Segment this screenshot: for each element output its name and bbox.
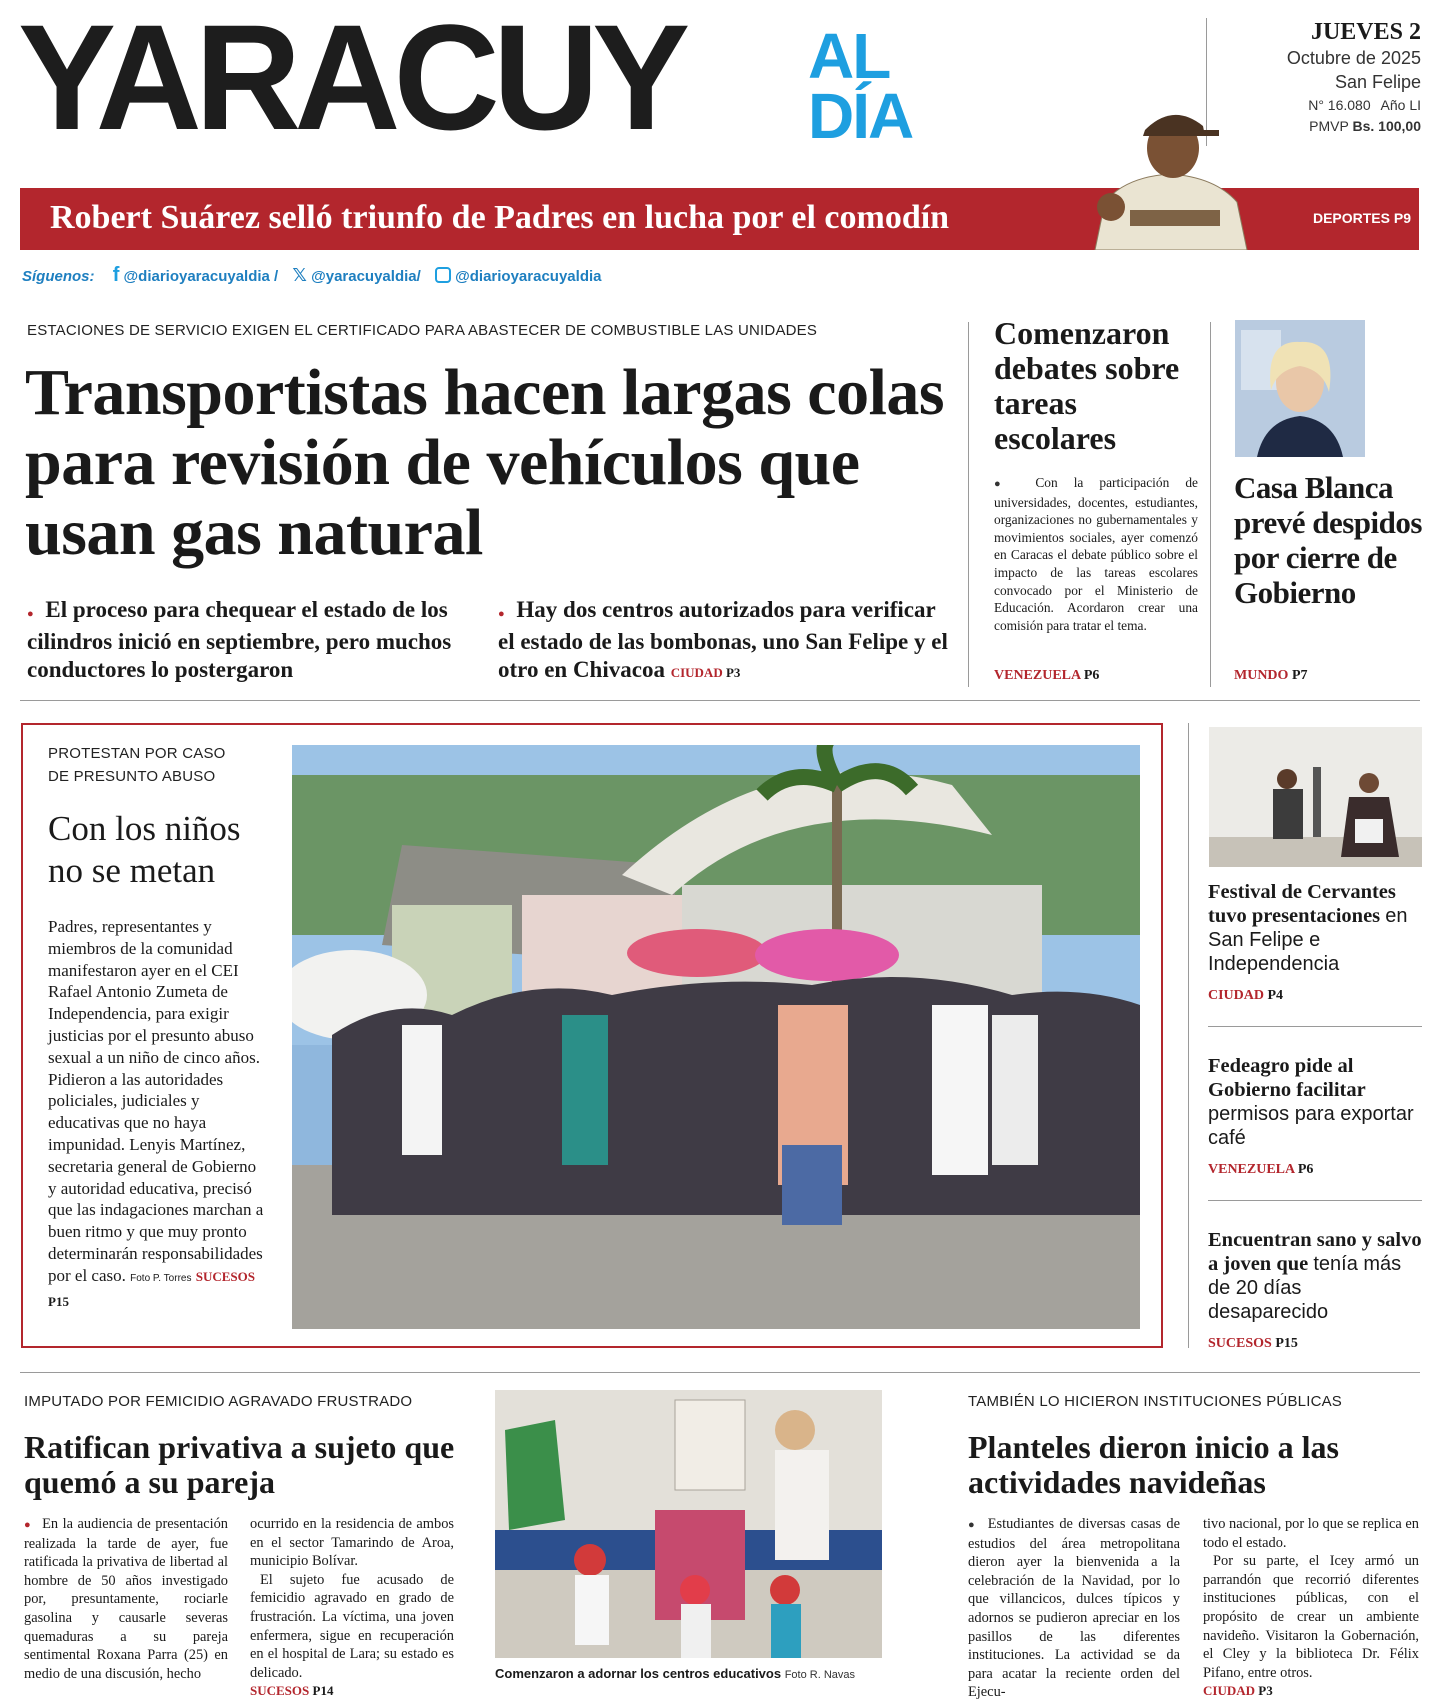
sidebar-divider-1	[1208, 1026, 1422, 1027]
femicidio-kicker: IMPUTADO POR FEMICIDIO AGRAVADO FRUSTRADO	[24, 1393, 413, 1410]
instagram-link[interactable]: @diarioyaracuyaldia	[455, 268, 602, 285]
protest-photo[interactable]	[292, 745, 1140, 1329]
social-label: Síguenos:	[22, 268, 95, 285]
navidad-section[interactable]: CIUDAD	[1203, 1683, 1255, 1699]
masthead-logo	[18, 0, 1048, 161]
sidebar-item-2[interactable]: Encuentran sano y salvo a joven que tenía más de 20 días desaparecido	[1208, 1229, 1422, 1323]
divider-sidebar	[1188, 723, 1189, 1348]
casablanca-ref[interactable]: MUNDO P7	[1234, 668, 1308, 683]
sidebar-item-0[interactable]: Festival de Cervantes tuvo presentaciones en San Felipe e Independencia	[1208, 881, 1408, 975]
instagram-icon	[435, 267, 451, 283]
facebook-link[interactable]: @diarioyaracuyaldia /	[123, 268, 279, 285]
protest-section[interactable]: SUCESOS	[195, 1268, 255, 1284]
protest-credit: Foto P. Torres	[130, 1272, 192, 1284]
brand-dia: DÍA	[808, 80, 913, 152]
edition-year: Año LI	[1380, 97, 1421, 113]
casablanca-photo	[1235, 320, 1365, 457]
casablanca-headline[interactable]: Casa Blanca prevé despidos por cierre de Gobierno	[1234, 470, 1422, 610]
x-icon: 𝕏	[292, 265, 307, 285]
sidebar-item-1[interactable]: Fedeagro pide al Gobierno facilitar permisos para exportar café	[1208, 1055, 1414, 1149]
protest-kicker: PROTESTAN POR CASO DE PRESUNTO ABUSO	[48, 745, 226, 785]
edition-day: JUEVES 2	[1310, 19, 1421, 45]
protest-body: Padres, representantes y miembros de la comunidad manifestaron ayer en el CEI Rafael Antonio Zumeta de Independencia, para exigir justicias por el presunto abuso sexual a un niño de cinco años. Pidieron a las autoridades policiales, judiciales y educativas que no haya impunidad. Lenyis Martínez, secretaria general de Gobierno y autoridad educativa, precisó que las indagaciones marchan a buen ritmo y que muy pronto determinarán responsabilidades por el caso. Foto P. Torres SUCESOS P15	[48, 917, 264, 1309]
social-bar	[22, 264, 922, 290]
sidebar-ref-1[interactable]: VENEZUELA P6	[1208, 1162, 1314, 1177]
banner-section: DEPORTES	[1312, 210, 1390, 226]
divider-debates-right	[1210, 322, 1211, 687]
navidad-kicker: TAMBIÉN LO HICIERON INSTITUCIONES PÚBLICAS	[968, 1393, 1343, 1410]
player-photo	[1075, 92, 1265, 250]
price-value: Bs. 100,00	[1352, 118, 1421, 134]
divider-lead-right	[968, 322, 969, 687]
banner-page: P9	[1393, 210, 1411, 226]
lead-point-2: ● Hay dos centros autorizados para verificar el estado de las bombonas, uno San Felipe y el otro en Chivacoa CIUDAD P3	[498, 596, 953, 687]
femicidio-col1: ● En la audiencia de presentación realizada la tarde de ayer, fue ratificada la privativa de libertad al hombre de 50 años investigado por, presuntamente, rociarle gasolina y causarle severas quemaduras a su pareja sentimental Roxana Parra (25) en medio de una discusión, hecho	[24, 1515, 228, 1683]
femicidio-headline[interactable]: Ratifican privativa a sujeto que quemó a su pareja	[24, 1429, 455, 1500]
navidad-headline[interactable]: Planteles dieron inicio a las actividades navideñas	[968, 1429, 1339, 1500]
festival-photo[interactable]	[1209, 727, 1422, 867]
divider-bottom-section	[20, 1372, 1420, 1373]
femicidio-col2: ocurrido en la residencia de ambos en el sector Tamarindo de Aroa, municipio Bolívar. El sujeto fue acusado de femicidio agravado en grado de frustración. La víctima, una joven enfermera, sigue en recuperación en el hospital de Lara; su estado es delicado. SUCESOS P14	[250, 1516, 454, 1699]
lead-kicker: ESTACIONES DE SERVICIO EXIGEN EL CERTIFICADO PARA ABASTECER DE COMBUSTIBLE LAS UNIDADES	[27, 322, 818, 339]
lead-section[interactable]: CIUDAD	[670, 665, 723, 680]
brand-main: YARACUY	[18, 0, 684, 161]
protest-headline[interactable]: Con los niños no se metan	[48, 809, 241, 890]
price-label: PMVP	[1309, 118, 1349, 134]
lead-headline[interactable]: Transportistas hacen largas colas para revisión de vehículos que usan gas natural	[25, 356, 945, 569]
debates-ref[interactable]: VENEZUELA P6	[994, 668, 1100, 683]
brand-al: AL	[808, 20, 890, 92]
player-figure	[1075, 92, 1265, 250]
edition-date: Octubre de 2025	[1286, 48, 1421, 68]
spokesperson-figure	[1235, 320, 1365, 457]
sidebar-ref-2[interactable]: SUCESOS P15	[1208, 1336, 1298, 1351]
facebook-icon: f	[112, 264, 120, 286]
debates-headline[interactable]: Comenzaron debates sobre tareas escolares	[994, 315, 1180, 456]
sidebar-ref-0[interactable]: CIUDAD P4	[1208, 988, 1284, 1003]
festival-performers	[1209, 727, 1422, 867]
x-link[interactable]: @yaracuyaldia/	[311, 268, 421, 285]
lead-point-1: ● El proceso para chequear el estado de los cilindros inició en septiembre, pero muchos conductores lo postergaron	[27, 596, 482, 684]
christmas-caption: Comenzaron a adornar los centros educativos Foto R. Navas	[495, 1666, 856, 1681]
edition-issue: N° 16.080	[1308, 97, 1371, 113]
edition-city: San Felipe	[1334, 72, 1421, 92]
banner-headline: Robert Suárez selló triunfo de Padres en lucha por el comodín	[50, 199, 950, 236]
divider-top-section	[20, 700, 1420, 701]
children-decorating-scene	[495, 1390, 882, 1658]
femicidio-section[interactable]: SUCESOS	[250, 1683, 310, 1699]
debates-body: ● Con la participación de universidades, docentes, estudiantes, organizaciones no gubernamentales y movimientos sociales, ayer comenzó en Caracas el debate público sobre el impacto de las tareas escolares convocado por el Ministerio de Educación. Acordaron crear una comisión para tratar el tema.	[994, 474, 1198, 634]
sidebar-divider-2	[1208, 1200, 1422, 1201]
navidad-col2: tivo nacional, por lo que se replica en todo el estado. Por su parte, el Icey armó un parrandón que recorrió diferentes instituciones públicas, con el propósito de crear un ambiente navideño. Visitaron la Gobernación, el Cley y la biblioteca Dr. Félix Pifano, entre otros. CIUDAD P3	[1203, 1516, 1419, 1699]
protest-crowd-scene	[292, 745, 1140, 1329]
lead-page: P3	[725, 665, 741, 680]
christmas-photo[interactable]	[495, 1390, 882, 1658]
navidad-col1: ● Estudiantes de diversas casas de estudios del área metropolitana dieron ayer la bienvenida a la celebración de la Navidad, por lo que villancicos, dulces típicos y adornos se pudieron apreciar en los pasillos de las diferentes instituciones. La actividad se da para acatar la reciente orden del Ejecu-	[968, 1515, 1180, 1701]
